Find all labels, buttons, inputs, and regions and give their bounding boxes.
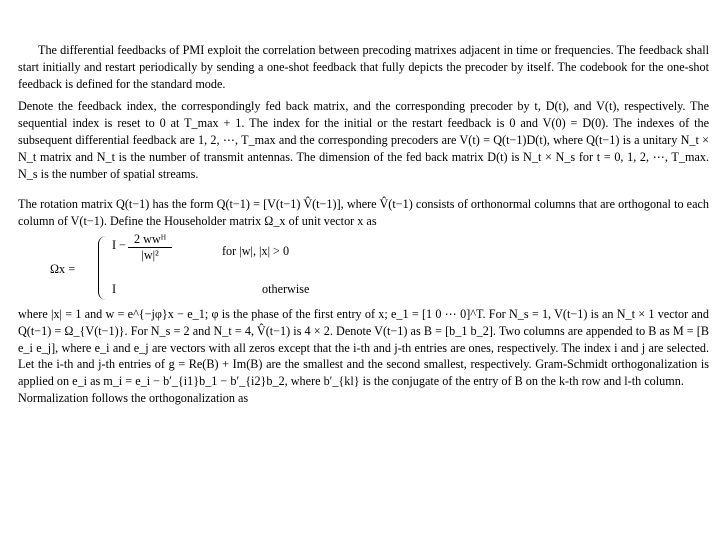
equation-case2-term: I (112, 281, 117, 296)
paragraph-rotation-matrix: The rotation matrix Q(t−1) has the form Q(t−1) = [V(t−1) V̂(t−1)], where V̂(t−1) consists of orthonormal columns that are orthogonal to each column of V(t−1). Define the Householder matrix Ω_x of unit vector x as (18, 197, 709, 229)
fraction-numerator: 2 wwᴴ (128, 232, 172, 248)
equation-case1-condition: for |w|, |x| > 0 (222, 243, 290, 258)
equation-case2-condition: otherwise (262, 281, 310, 296)
paragraph-definitions: where |x| = 1 and w = e^{−jφ}x − e_1; φ is the phase of the first entry of x; e_1 = [1 0 ⋯ 0]^T. For N_s = 1, V(t−1) is an N_t × 1 vector and Q(t−1) = Ω_{V(t−1)}. For N_s = 2 and N_t = 4, V̂(t−1) is 4 × 2. Denote V(t−1) as B = [b_1 b_2]. Two columns are appended to B as M = [B e_i e_j], where e_i and e_j are vectors with all zeros except that the i-th and j-th entries are ones, respectively. The index i and j are selected. Let the i-th and j-th entries of g = Re(B) + Im(B) are the smallest and the second smallest, respectively. Gram-Schmidt orthogonalization is applied on e_i as m_i = e_i − b′_{i1}b_1 − b′_{i2}b_2, where b′_{kl} is the conjugate of the entry of B on the k-th row and l-th column. (18, 306, 709, 389)
fraction-denominator: |w|² (141, 247, 159, 262)
equation-lhs: Ωx = (50, 261, 76, 276)
paragraph-normalization: Normalization follows the orthogonalization as (18, 390, 249, 405)
equation-case1-term: I − (112, 237, 126, 252)
paragraph-notation: Denote the feedback index, the correspondingly fed back matrix, and the corresponding precoder by t, D(t), and V(t), respectively. The sequential index is reset to 0 at T_max + 1. The index for the initial or the restart feedback is 0 and V(0) = D(0). The indexes of the subsequent differential feedback are 1, 2, ⋯, T_max and the corresponding precoders are V(t) = Q(t−1)D(t), where Q(t−1) is a unitary N_t × N_t matrix and N_t is the number of transmit antennas. The dimension of the fed back matrix D(t) is N_t × N_s for t = 0, 1, 2, ⋯, T_max. N_s is the number of spatial streams. (18, 99, 709, 181)
paragraph-intro: The differential feedbacks of PMI exploit the correlation between precoding matrixes adjacent in time or frequencies. The feedback shall start initially and restart periodically by sending a one-shot feedback that fully depicts the precoder by itself. The codebook for the one-shot feedback is defined for the standard mode. (18, 43, 709, 91)
householder-equation (50, 231, 709, 304)
equation-brace (98, 236, 109, 300)
equation-fraction (128, 232, 172, 263)
